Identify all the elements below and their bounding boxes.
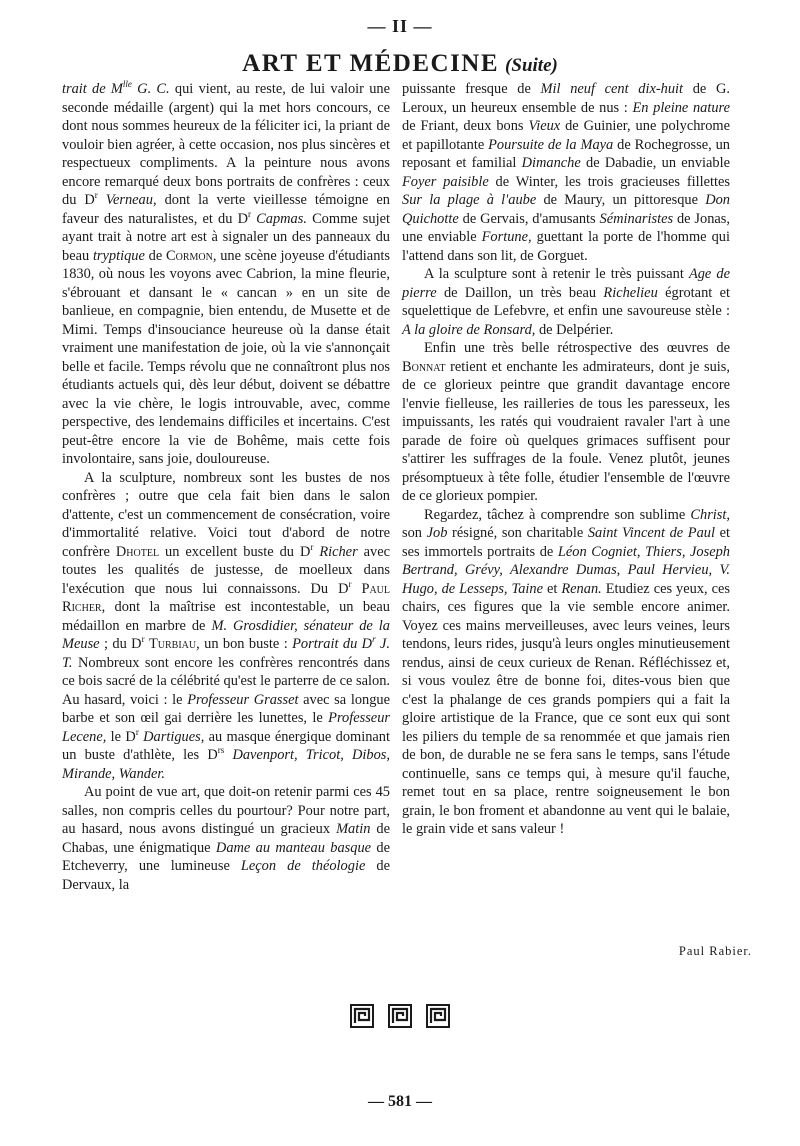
text-run: de Friant, deux bons	[402, 118, 529, 134]
small-caps-text: Dhotel	[115, 543, 160, 560]
italic-text: Professeur Grasset	[187, 691, 299, 708]
text-run: une scène joyeuse d'étudiants 1830, où nous les voyons avec Cabrion, la mine fleurie, s'ébrouant et dansant le « cancan » en un site de banlieue, en compagnie, bien entendu, de Musette et de Mimi. Temps d'insouciance heureuse où la danse était vraiment une manifestation de joie, où la vie s'annonçait belle et facile. Temps révolu que ne connaîtront plus nos étudiants actuels qui, dès leur début, doivent se débattre avec la vie chère, le logis introuvable, avec, comme perspective, des lendemains difficiles et incertains. C'est peut-être encore la vie de Bohême, mais cette fois involontaire, sans joie, douloureuse.	[62, 247, 390, 467]
text-run: D	[338, 580, 349, 597]
italic-text: Richelieu	[603, 284, 658, 301]
italic-text: Portrait du D	[292, 636, 373, 652]
italic-text: Don Quichotte	[402, 192, 731, 227]
text-run: avec sa longue barbe et son œil gai derrière les lunettes, le	[62, 691, 391, 726]
italic-text: Renan.	[561, 580, 602, 597]
text-run: au masque énergique dominant un buste d'athlète, les	[62, 728, 390, 763]
superscript-text: r	[348, 578, 352, 589]
text-run: D	[84, 192, 95, 208]
text-run: dont la maîtrise est incontestable, un beau médaillon en marbre de	[62, 599, 390, 634]
superscript-text: rs	[217, 745, 225, 756]
text-run: et	[542, 580, 562, 597]
page-number: — 581 —	[368, 1093, 432, 1110]
italic-text: Vieux	[528, 118, 561, 134]
greek-key-spiral-icon	[388, 1004, 412, 1032]
text-run: de Daillon, un très beau	[436, 284, 604, 301]
text-run: Au point de vue art, que doit-on retenir parmi ces 45 salles, non compris celles du pourtour? Pour notre part, au hasard, nous avons distingué un gracieux	[62, 784, 390, 837]
italic-text: trait de M	[62, 81, 123, 97]
text-run: A la sculpture sont à retenir le très puissant	[424, 266, 689, 282]
text-run: de G. Leroux, un heureux ensemble de nus :	[402, 81, 730, 116]
text-run: D	[237, 210, 248, 227]
text-run: un excellent buste du	[159, 543, 300, 560]
article-title-row	[0, 50, 800, 78]
text-run: son	[402, 525, 427, 541]
superscript-text: r	[310, 541, 314, 552]
text-run: A la sculpture, nombreux sont les bustes de nos confrères ; outre que cela fait bien dans le salon d'attente, c'est un commencement de consécration, voire d'immortalité relative. Voici tout d'abord de notre confrère	[62, 469, 390, 560]
italic-text: Professeur Lecene,	[62, 710, 390, 745]
text-run: D	[125, 728, 136, 745]
text-run: égrotant et squelettique de Lefebvre, et enfin une savoureuse stèle :	[402, 284, 730, 319]
italic-text: En pleine nature	[632, 99, 730, 116]
text-run: puissante fresque de	[402, 81, 541, 97]
section-numeral: — II —	[367, 16, 433, 36]
superscript-text: lle	[122, 79, 132, 90]
text-run: le	[106, 728, 126, 745]
text-run: de Guinier, une polychrome et papillotante	[402, 118, 730, 153]
text-run: Regardez, tâchez à comprendre son sublime	[424, 506, 691, 523]
text-run: de Rochegrosse, un reposant et familial	[402, 136, 731, 171]
italic-text: Poursuite de la Maya	[488, 136, 614, 153]
superscript-text: r	[94, 190, 98, 201]
paragraph	[402, 506, 730, 839]
text-run: ; du	[99, 636, 132, 652]
text-run: de Etcheverry, une lumineuse	[62, 839, 390, 874]
italic-text: Foyer paisible	[402, 173, 489, 190]
text-run: qui vient, au reste, de lui valoir une seconde médaille (argent) qui la met hors concours, ce dont nous sommes heureux de la féliciter ici, la priant de vouloir bien agréer, à cette occasion, nos plus sincères et respectueux compliments. A la peinture nous avons encore remarqué deux bons portraits de confrères : ceux du	[62, 81, 391, 208]
paragraph	[402, 80, 730, 265]
text-run: D	[131, 636, 142, 652]
text-run: dont la verte vieillesse témoigne en faveur des naturalistes, et du	[62, 192, 390, 227]
italic-text: M. Grosdidier, sénateur de la Meuse	[62, 617, 390, 652]
text-run: de Dervaux, la	[62, 858, 390, 893]
italic-text: Mil neuf cent dix-huit	[540, 81, 684, 97]
text-run: et ses immortels portraits de	[402, 525, 731, 560]
text-run: de Maury, un pittoresque	[536, 192, 706, 208]
italic-text: Matin	[336, 821, 371, 837]
article-title-suite: (Suite)	[505, 55, 558, 76]
italic-text: Séminaristes	[599, 210, 674, 227]
text-run: de Delpérier.	[535, 321, 614, 338]
italic-text: Age de pierre	[402, 266, 730, 301]
italic-text: Verneau,	[105, 192, 157, 208]
superscript-text: r	[248, 208, 251, 219]
author-signature: Paul Rabier.	[678, 944, 752, 958]
italic-text: A la gloire de Ronsard,	[402, 321, 536, 338]
italic-text: Dimanche	[521, 155, 581, 171]
superscript-text: r	[372, 634, 376, 645]
italic-text: Saint Vincent de Paul	[587, 525, 715, 541]
small-caps-text: Cormon,	[166, 247, 217, 264]
small-caps-text: Turbiau,	[148, 636, 200, 652]
text-run: Nombreux sont encore les confrères rencontrés dans ce bois sacré de la célébrité qu'est le parterre de ce salon. Au hasard, voici : le	[62, 654, 390, 708]
greek-key-spiral-icon	[426, 1004, 450, 1032]
text-run: résigné, son charitable	[447, 525, 588, 541]
text-run: D	[207, 747, 218, 763]
italic-text: Dame au manteau basque	[215, 839, 372, 856]
article-title: ART ET MÉDECINE	[242, 50, 500, 77]
italic-text: tryptique	[92, 247, 145, 264]
italic-text: Davenport, Tricot, Dibos, Mirande, Wander.	[62, 747, 390, 782]
right-column	[402, 80, 730, 839]
italic-text: Job	[426, 525, 448, 541]
text-run	[351, 581, 361, 597]
text-run: de Dabadie, un enviable	[580, 155, 731, 171]
text-run: de Jonas, une enviable	[402, 210, 730, 245]
text-run: Etudiez ces yeux, ces chairs, ces figures que la vie semble encore animer. Voyez ces mains merveilleuses, avec leurs veines, leurs tendons, leurs rides, jusqu'à leurs ongles minutieusement rendus, ainsi de ceux curieux de Renan. Réfléchissez et, si vous voulez être de bonne foi, dites-vous bien que c'est la phalange de ces grands pompiers qui a fait la gloire artistique de la France, que ce sont eux qui sont les piliers du temple de sa renommée et que jamais rien de bon, de durable ne se fera sans le temps, sans l'étude continuelle, sans ce temps qui, à mesure qu'il fauche, remet tout en sa place, rentre soigneusement le bon grain, le bon froment et abandonne au vent qui le balaie, le grain vide et sans valeur !	[402, 580, 731, 837]
paragraph	[62, 80, 390, 469]
ornament-row	[0, 1004, 800, 1032]
small-caps-text: Bonnat	[402, 358, 446, 375]
italic-text: Fortune,	[481, 229, 532, 245]
text-run: Comme sujet ayant trait à notre art est à signaler un des panneaux du beau	[62, 210, 390, 264]
italic-text: Christ,	[690, 506, 730, 523]
italic-text: Leçon de théologie	[240, 858, 366, 874]
italic-text: Capmas.	[256, 210, 307, 227]
paragraph	[62, 783, 390, 894]
italic-text: Dartigues,	[143, 728, 205, 745]
text-run: de Chabas, une énigmatique	[62, 821, 391, 856]
text-run: Enfin une très belle rétrospective des œuvres de	[424, 340, 730, 356]
text-run: de Gervais, d'amusants	[458, 210, 600, 227]
text-run: D	[299, 543, 311, 560]
italic-text: Richer	[319, 543, 358, 560]
text-run: un bon buste :	[199, 636, 293, 652]
paragraph	[402, 265, 730, 339]
paragraph	[62, 469, 390, 784]
italic-text: Léon Cogniet, Thiers, Joseph Bertrand, Grévy, Alexandre Dumas, Paul Hervieu, V. Hugo, de Lesseps, Taine	[402, 543, 731, 597]
greek-key-spiral-icon	[350, 1004, 374, 1032]
superscript-text: r	[135, 726, 139, 737]
left-column	[62, 80, 390, 894]
paragraph	[402, 339, 730, 506]
italic-text: J. T.	[62, 636, 390, 671]
text-run: guettant la porte de l'homme qui l'attend dans son lit, de Gorguet.	[402, 229, 730, 264]
text-run: de Winter, les trois gracieuses fillettes	[488, 173, 731, 190]
italic-text: Sur la plage à l'aube	[402, 192, 537, 208]
text-run: de	[144, 247, 167, 264]
text-run: avec toutes les qualités de justesse, de moelleux dans l'exécution que nous lui connaissons. Du	[62, 543, 390, 597]
superscript-text: r	[141, 634, 145, 645]
small-caps-text: Paul Richer,	[62, 580, 390, 615]
text-run: retient et enchante les admirateurs, dont je suis, de ce glorieux peintre que grandit davantage encore l'envie fielleuse, les railleries de tous les paresseux, les impuissants, les ratés qui voudraient ravaler l'art à une parade de foire où quelques grimaces suffisent pour s'attirer les suffrages de la foule. Venez plutôt, jeunes présomptueux à tête folle, étudier l'ensemble de l'œuvre de ce glorieux pompier.	[402, 358, 730, 504]
italic-text: G. C.	[131, 81, 170, 97]
text-run	[98, 192, 106, 208]
